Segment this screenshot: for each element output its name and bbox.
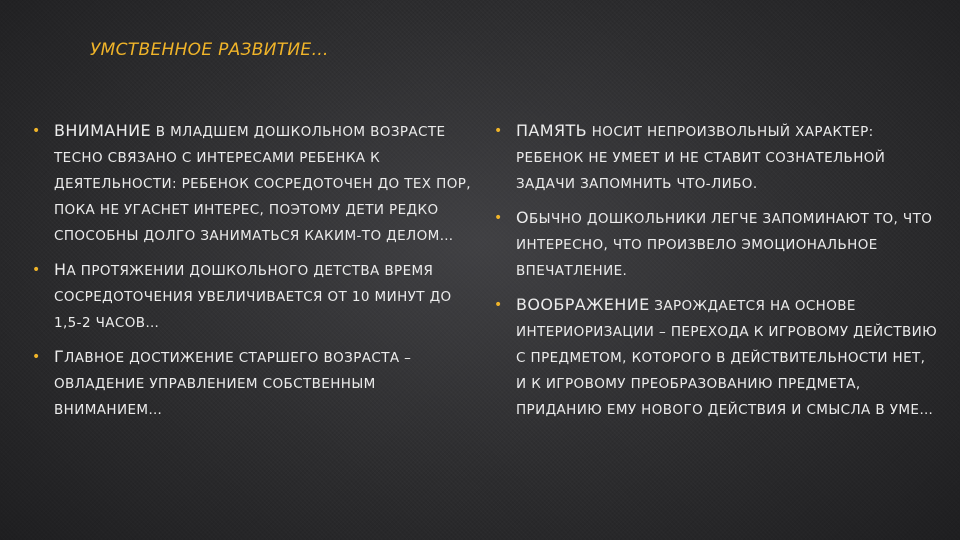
bullet-lead: ПАМЯТЬ (516, 121, 588, 140)
bullet-text: НОСИТ НЕПРОИЗВОЛЬНЫЙ ХАРАКТЕР: РЕБЕНОК НЕ УМЕЕТ И НЕ СТАВИТ СОЗНАТЕЛЬНОЙ ЗАДАЧИ ЗАПОМНИТЬ ЧТО-ЛИБО. (516, 124, 886, 192)
bullet-text: БЫЧНО ДОШКОЛЬНИКИ ЛЕГЧЕ ЗАПОМИНАЮТ ТО, ЧТО ИНТЕРЕСНО, ЧТО ПРОИЗВЕЛО ЭМОЦИОНАЛЬНОЕ ВПЕЧАТЛЕНИЕ. (516, 211, 933, 279)
bullet-attention (32, 118, 477, 249)
bullet-dot-icon: • (494, 297, 503, 313)
bullet-text: ЗАРОЖДАЕТСЯ НА ОСНОВЕ ИНТЕРИОРИЗАЦИИ – ПЕРЕХОДА К ИГРОВОМУ ДЕЙСТВИЮ С ПРЕДМЕТОМ, КОТОРОГО В ДЕЙСТВИТЕЛЬНОСТИ НЕТ, И К ИГРОВОМУ ПРЕОБРАЗОВАНИЮ ПРЕДМЕТА, ПРИДАНИЮ ЕМУ НОВОГО ДЕЙСТВИЯ И СМЫСЛА В УМЕ… (516, 298, 938, 418)
bullet-main-achievement (32, 344, 477, 423)
bullet-memory (494, 118, 939, 197)
right-column (494, 118, 939, 431)
bullet-memorize-interest (494, 205, 939, 284)
bullet-text: А ПРОТЯЖЕНИИ ДОШКОЛЬНОГО ДЕТСТВА ВРЕМЯ СОСРЕДОТОЧЕНИЯ УВЕЛИЧИВАЕТСЯ ОТ 10 МИНУТ ДО 1,5-2 ЧАСОВ… (54, 263, 452, 331)
bullet-text: ЛАВНОЕ ДОСТИЖЕНИЕ СТАРШЕГО ВОЗРАСТА – ОВЛАДЕНИЕ УПРАВЛЕНИЕМ СОБСТВЕННЫМ ВНИМАНИЕМ… (54, 350, 412, 418)
bullet-lead: Н (54, 260, 67, 279)
bullet-lead: ВНИМАНИЕ (54, 121, 152, 140)
bullet-dot-icon: • (32, 349, 41, 365)
bullet-lead: О (516, 208, 529, 227)
bullet-imagination (494, 292, 939, 423)
bullet-dot-icon: • (494, 123, 503, 139)
bullet-text: В МЛАДШЕМ ДОШКОЛЬНОМ ВОЗРАСТЕ ТЕСНО СВЯЗАНО С ИНТЕРЕСАМИ РЕБЕНКА К ДЕЯТЕЛЬНОСТИ: РЕБЕНОК СОСРЕДОТОЧЕН ДО ТЕХ ПОР, ПОКА НЕ УГАСНЕТ ИНТЕРЕС, ПОЭТОМУ ДЕТИ РЕДКО СПОСОБНЫ ДОЛГО ЗАНИМАТЬСЯ КАКИМ-ТО ДЕЛОМ… (54, 124, 471, 244)
bullet-lead: Г (54, 347, 65, 366)
bullet-dot-icon: • (494, 210, 503, 226)
bullet-lead: ВООБРАЖЕНИЕ (516, 295, 650, 314)
left-column (32, 118, 477, 431)
bullet-dot-icon: • (32, 123, 41, 139)
slide-title: УМСТВЕННОЕ РАЗВИТИЕ… (90, 40, 329, 60)
bullet-concentration-time (32, 257, 477, 336)
bullet-dot-icon: • (32, 262, 41, 278)
